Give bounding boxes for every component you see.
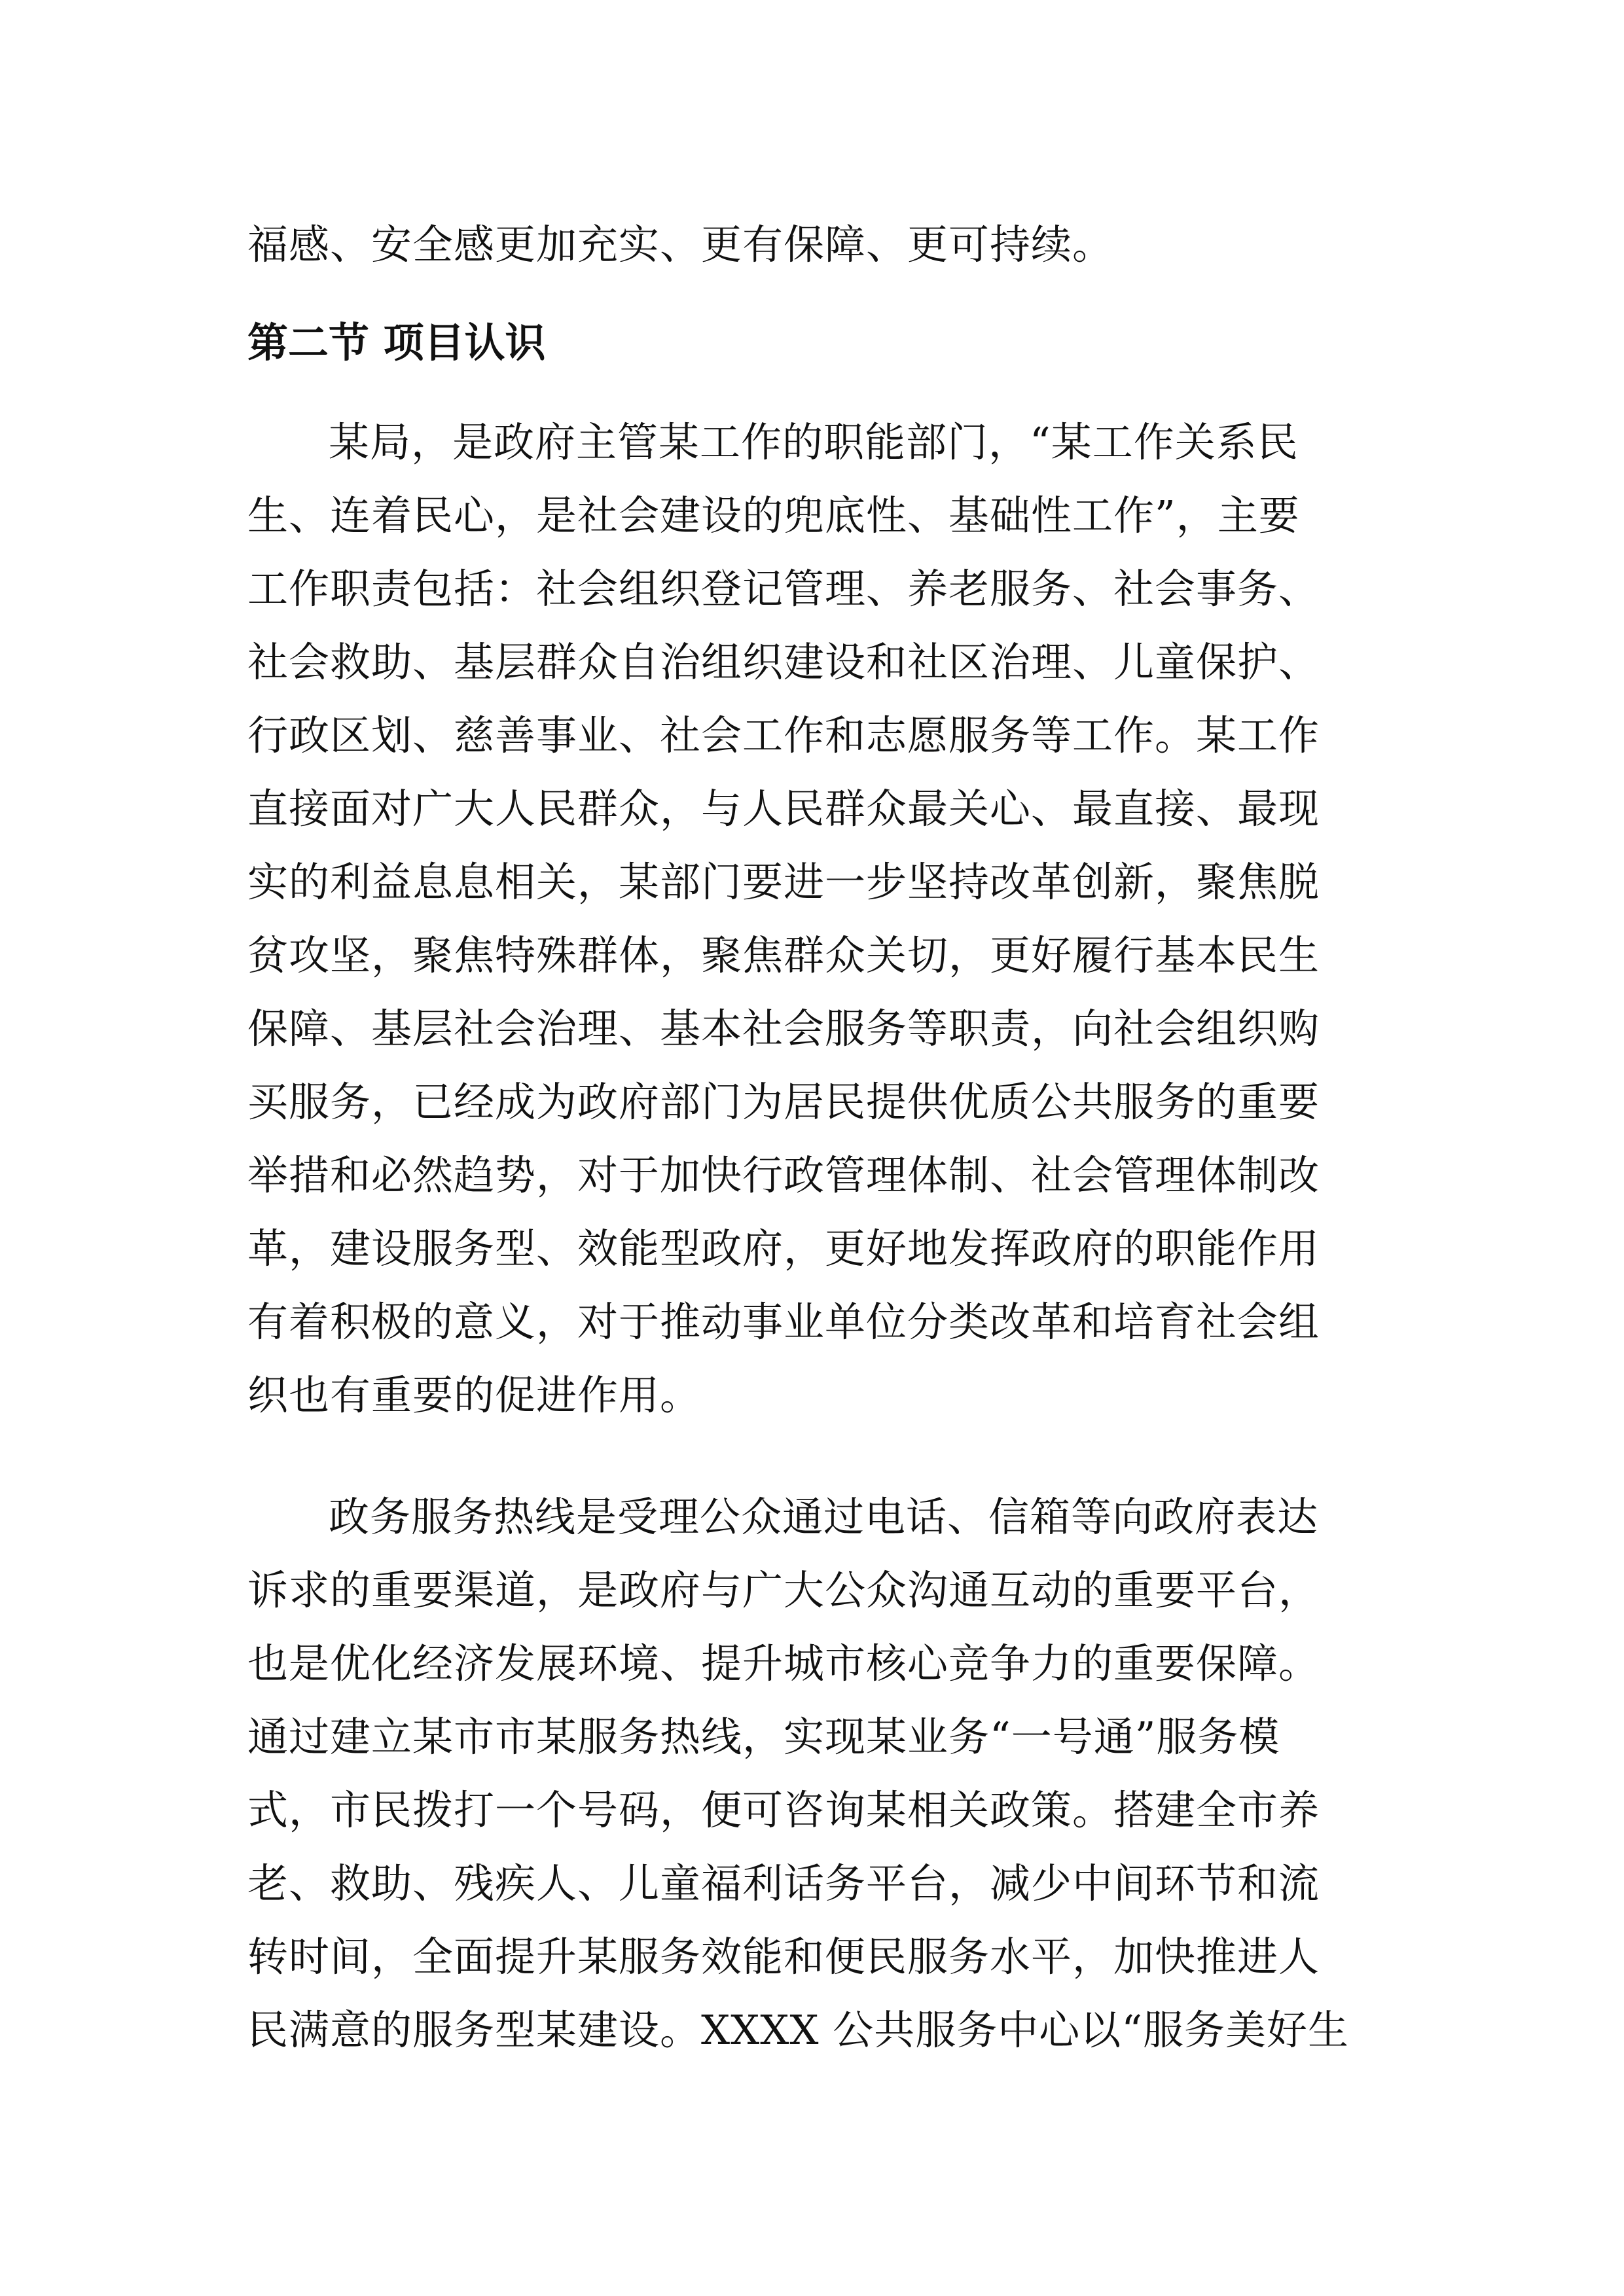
- text-line: 织也有重要的促进作用。: [247, 1371, 702, 1419]
- paragraph-project-understanding: [247, 406, 1383, 1432]
- text-line: 保障、基层社会治理、基本社会服务等职责，向社会组织购: [247, 1005, 1320, 1052]
- text-line: 革，建设服务型、效能型政府，更好地发挥政府的职能作用: [247, 1225, 1320, 1272]
- text-line: 式，市民拨打一个号码，便可咨询某相关政策。搭建全市养: [247, 1786, 1320, 1834]
- text-line: 行政区划、慈善事业、社会工作和志愿服务等工作。某工作: [247, 711, 1320, 759]
- text-line: 诉求的重要渠道，是政府与广大公众沟通互动的重要平台，: [247, 1566, 1320, 1614]
- continuation-paragraph: [247, 208, 1383, 281]
- text-line: 某局，是政府主管某工作的职能部门，“某工作关系民: [329, 418, 1299, 466]
- text-line: 也是优化经济发展环境、提升城市核心竞争力的重要保障。: [247, 1640, 1320, 1687]
- text-line: 福感、安全感更加充实、更有保障、更可持续。: [247, 221, 1114, 268]
- section-heading: 第二节 项目认识: [247, 319, 546, 367]
- paragraph-service-hotline: [247, 1480, 1383, 2067]
- text-line: 举措和必然趋势，对于加快行政管理体制、社会管理体制改: [247, 1151, 1320, 1199]
- text-line: 贫攻坚，聚焦特殊群体，聚焦群众关切，更好履行基本民生: [247, 931, 1320, 979]
- text-line: 政务服务热线是受理公众通过电话、信箱等向政府表达: [329, 1493, 1319, 1541]
- text-line: 老、救助、残疾人、儿童福利话务平台，减少中间环节和流: [247, 1859, 1320, 1907]
- text-line: 有着积极的意义，对于推动事业单位分类改革和培育社会组: [247, 1298, 1320, 1346]
- text-line: 直接面对广大人民群众，与人民群众最关心、最直接、最现: [247, 785, 1320, 833]
- text-line: 工作职责包括：社会组织登记管理、养老服务、社会事务、: [247, 565, 1320, 613]
- text-line: 通过建立某市市某服务热线，实现某业务“一号通”服务模: [247, 1713, 1280, 1761]
- text-line: 生、连着民心，是社会建设的兜底性、基础性工作”，主要: [247, 492, 1300, 539]
- text-line: 买服务，已经成为政府部门为居民提供优质公共服务的重要: [247, 1078, 1320, 1126]
- text-line: 社会救助、基层群众自治组织建设和社区治理、儿童保护、: [247, 638, 1320, 686]
- text-line: 转时间，全面提升某服务效能和便民服务水平，加快推进人: [247, 1933, 1320, 1981]
- text-line: 实的利益息息相关，某部门要进一步坚持改革创新，聚焦脱: [247, 858, 1320, 906]
- text-line: 民满意的服务型某建设。XXXX 公共服务中心以“服务美好生: [247, 2006, 1349, 2054]
